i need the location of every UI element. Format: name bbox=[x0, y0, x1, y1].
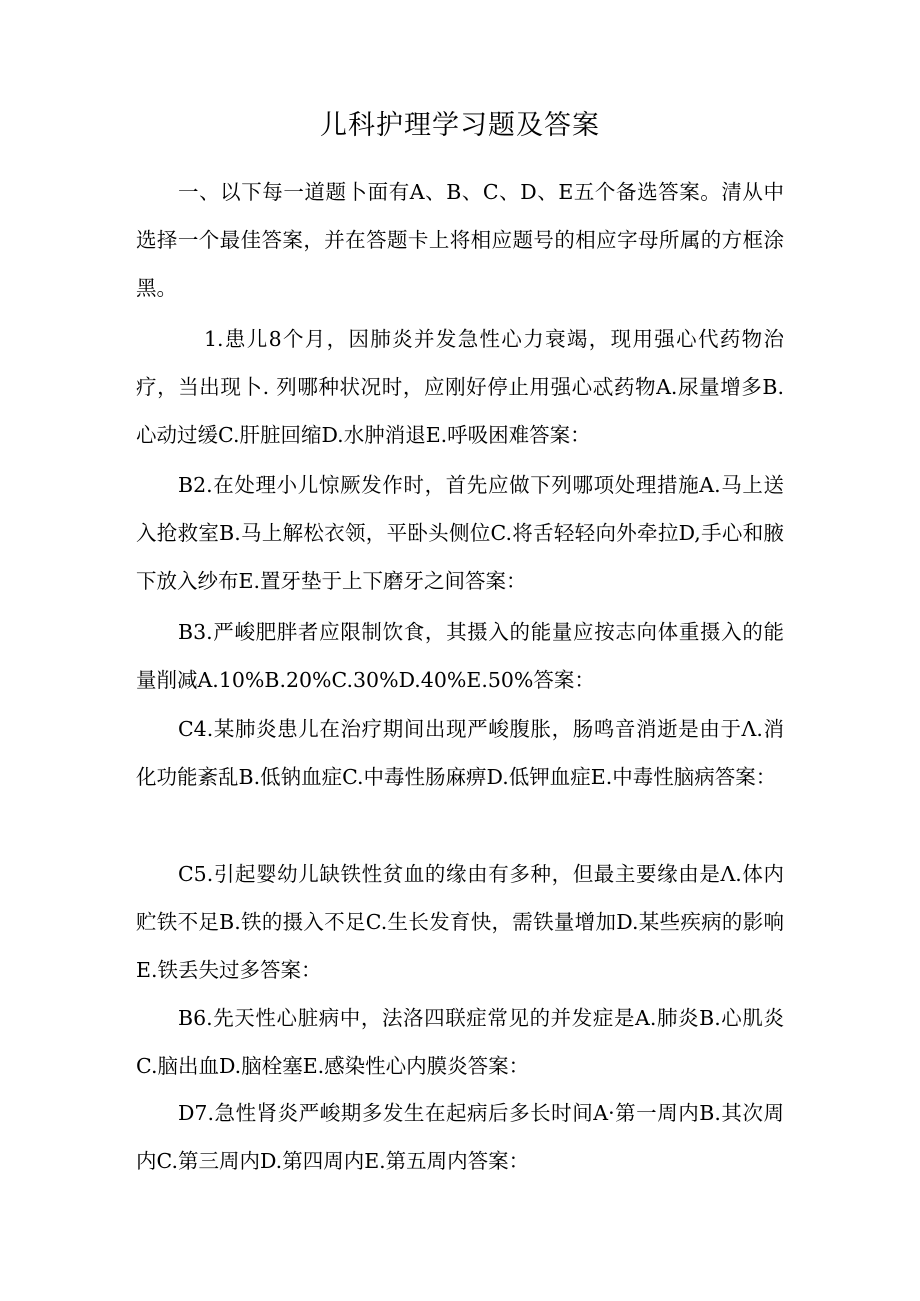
question-2: B2.在处理小儿惊厥发作时，首先应做下列哪项处理措施A.马上送入抢救室B.马上解松衣领，平卧头侧位C.将舌轻轻向外牵拉D,手心和腋下放入纱布E.置牙垫于上下磨牙之间答案： bbox=[136, 473, 784, 593]
question-3: B3.严峻肥胖者应限制饮食，其摄入的能量应按志向体重摄入的能量削减A.10%B.20%C.30%D.40%E.50%答案： bbox=[136, 620, 784, 692]
question-1: 1.患儿8个月，因肺炎并发急性心力衰竭，现用强心代药物治疗，当出现卜. 列哪种状况时，应刚好停止用强心忒药物A.尿量增多B.心动过缓C.肝脏回缩D.水肿消退E.呼吸困难答案： bbox=[136, 327, 784, 447]
instruction-paragraph: 一、以下每一道题卜面有A、B、C、D、E五个备选答案。清从中选择一个最佳答案，并在答题卡上将相应题号的相应字母所属的方框涂黑。 bbox=[136, 180, 784, 300]
question-7: D7.急性肾炎严峻期多发生在起病后多长时间A·第一周内B.其次周内C.第三周内D.第四周内E.第五周内答案： bbox=[136, 1101, 784, 1173]
question-6: B6.先天性心脏病中，法洛四联症常见的并发症是A.肺炎B.心肌炎C.脑出血D.脑栓塞E.感染性心内膜炎答案： bbox=[136, 1006, 784, 1078]
question-5: C5.引起婴幼儿缺铁性贫血的缘由有多种，但最主要缘由是Λ.体内贮铁不足B.铁的摄入不足C.生长发育快，需铁量增加D.某些疾病的影响E.铁丢失过多答案： bbox=[136, 862, 784, 982]
question-4: C4.某肺炎患儿在治疗期间出现严峻腹胀，肠鸣音消逝是由于Λ.消化功能紊乱B.低钠血症C.中毒性肠麻痹D.低钾血症E.中毒性脑病答案： bbox=[136, 717, 784, 789]
document-title: 儿科护理学习题及答案 bbox=[320, 110, 600, 141]
